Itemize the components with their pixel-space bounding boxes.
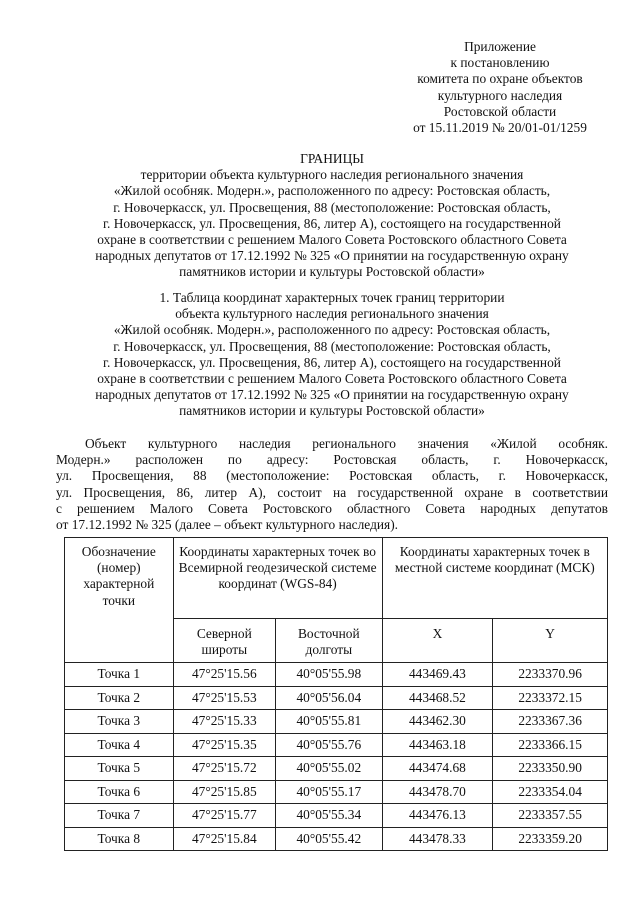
latitude-cell: 47°25'15.56 [173, 663, 275, 687]
table-heading-line: «Жилой особняк. Модерн.», расположенного по адресу: Ростовская область, [113, 322, 551, 338]
boundaries-line: г. Новочеркасск, ул. Просвещения, 86, литер А), состоящего на государственной [103, 215, 561, 231]
latitude-cell: 47°25'15.53 [173, 686, 275, 710]
latitude-cell: 47°25'15.33 [173, 710, 275, 734]
table-row [65, 733, 608, 757]
table-heading-line: г. Новочеркасск, ул. Просвещения, 86, литер А), состоящего на государственной [103, 354, 561, 370]
table-row [65, 710, 608, 734]
point-column-header: Обозначение (номер) характерной точки [65, 538, 174, 663]
paragraph-line: Объект культурного наследия регионального значения «Жилой особняк. [85, 436, 608, 451]
longitude-cell: 40°05'55.34 [276, 804, 383, 828]
latitude-cell: 47°25'15.35 [173, 733, 275, 757]
paragraph-line: с решением Малого Совета Ростовского областного Совета народных депутатов [56, 500, 608, 516]
y-cell: 2233372.15 [493, 686, 608, 710]
boundaries-heading [58, 151, 606, 281]
longitude-cell: 40°05'55.81 [276, 710, 383, 734]
point-cell: Точка 8 [65, 827, 174, 851]
x-cell: 443474.68 [382, 757, 493, 781]
y-cell: 2233359.20 [493, 827, 608, 851]
x-header: X [382, 619, 493, 663]
x-cell: 443462.30 [382, 710, 493, 734]
paragraph-line: ул. Просвещения, 88 (местоположение: Ростовская область, г. Новочеркасск, [56, 468, 608, 484]
y-cell: 2233357.55 [493, 804, 608, 828]
longitude-header: Восточной долготы [276, 619, 383, 663]
y-cell: 2233370.96 [493, 663, 608, 687]
msk-column-header: Координаты характерных точек в местной системе координат (МСК) [382, 538, 607, 619]
boundaries-title: ГРАНИЦЫ [300, 151, 364, 166]
table-heading [58, 290, 606, 420]
latitude-cell: 47°25'15.77 [173, 804, 275, 828]
point-cell: Точка 6 [65, 780, 174, 804]
wgs-column-header: Координаты характерных точек во Всемирной геодезической системе координат (WGS-84) [173, 538, 382, 619]
x-cell: 443478.70 [382, 780, 493, 804]
point-cell: Точка 3 [65, 710, 174, 734]
point-cell: Точка 4 [65, 733, 174, 757]
longitude-cell: 40°05'55.02 [276, 757, 383, 781]
table-heading-line: объекта культурного наследия регионального значения [175, 306, 489, 322]
appendix-date-line: от 15.11.2019 № 20/01-01/1259 [413, 120, 587, 136]
y-cell: 2233354.04 [493, 780, 608, 804]
y-cell: 2233367.36 [493, 710, 608, 734]
longitude-cell: 40°05'55.42 [276, 827, 383, 851]
table-heading-line: памятников истории и культуры Ростовской области» [179, 403, 485, 419]
appendix-line: культурного наследия [437, 87, 563, 103]
table-row [65, 757, 608, 781]
table-row [65, 827, 608, 851]
boundaries-line: «Жилой особняк. Модерн.», расположенного по адресу: Ростовская область, [113, 183, 551, 199]
boundaries-line: территории объекта культурного наследия регионального значения [140, 167, 524, 183]
longitude-cell: 40°05'55.98 [276, 663, 383, 687]
appendix-line: Приложение [464, 39, 536, 54]
table-heading-line: г. Новочеркасск, ул. Просвещения, 88 (местоположение: Ростовская область, [113, 338, 551, 354]
longitude-cell: 40°05'55.76 [276, 733, 383, 757]
appendix-line: к постановлению [450, 55, 550, 71]
boundaries-line: г. Новочеркасск, ул. Просвещения, 88 (местоположение: Ростовская область, [113, 199, 551, 215]
point-cell: Точка 2 [65, 686, 174, 710]
latitude-cell: 47°25'15.85 [173, 780, 275, 804]
table-row [65, 804, 608, 828]
x-cell: 443478.33 [382, 827, 493, 851]
boundaries-line: памятников истории и культуры Ростовской области» [179, 264, 485, 280]
table-row [65, 686, 608, 710]
appendix-line: комитета по охране объектов [417, 71, 583, 87]
appendix-block [380, 39, 620, 136]
x-cell: 443476.13 [382, 804, 493, 828]
latitude-header: Северной широты [173, 619, 275, 663]
x-cell: 443463.18 [382, 733, 493, 757]
y-header: Y [493, 619, 608, 663]
paragraph-line: ул. Просвещения, 86, литер А), состоит на государственной охране в соответствии [56, 484, 608, 500]
point-cell: Точка 7 [65, 804, 174, 828]
paragraph-line: Модерн.» расположен по адресу: Ростовская область, г. Новочеркасск, [56, 452, 608, 468]
table-header-row [65, 538, 608, 619]
y-cell: 2233350.90 [493, 757, 608, 781]
longitude-cell: 40°05'56.04 [276, 686, 383, 710]
latitude-cell: 47°25'15.84 [173, 827, 275, 851]
coordinates-table [64, 537, 608, 851]
description-paragraph [56, 436, 608, 533]
table-heading-line: охране в соответствии с решением Малого Совета Ростовского областного Совета [97, 371, 567, 387]
x-cell: 443469.43 [382, 663, 493, 687]
appendix-line: Ростовской области [443, 103, 557, 119]
latitude-cell: 47°25'15.72 [173, 757, 275, 781]
longitude-cell: 40°05'55.17 [276, 780, 383, 804]
table-row [65, 780, 608, 804]
table-heading-line: 1. Таблица координат характерных точек границ территории [159, 290, 505, 305]
point-cell: Точка 5 [65, 757, 174, 781]
boundaries-line: охране в соответствии с решением Малого Совета Ростовского областного Совета [97, 232, 567, 248]
y-cell: 2233366.15 [493, 733, 608, 757]
x-cell: 443468.52 [382, 686, 493, 710]
point-cell: Точка 1 [65, 663, 174, 687]
table-row [65, 663, 608, 687]
paragraph-line: от 17.12.1992 № 325 (далее – объект культурного наследия). [56, 517, 399, 533]
table-heading-line: народных депутатов от 17.12.1992 № 325 «О принятии на государственную охрану [95, 387, 569, 403]
boundaries-line: народных депутатов от 17.12.1992 № 325 «О принятии на государственную охрану [95, 248, 569, 264]
